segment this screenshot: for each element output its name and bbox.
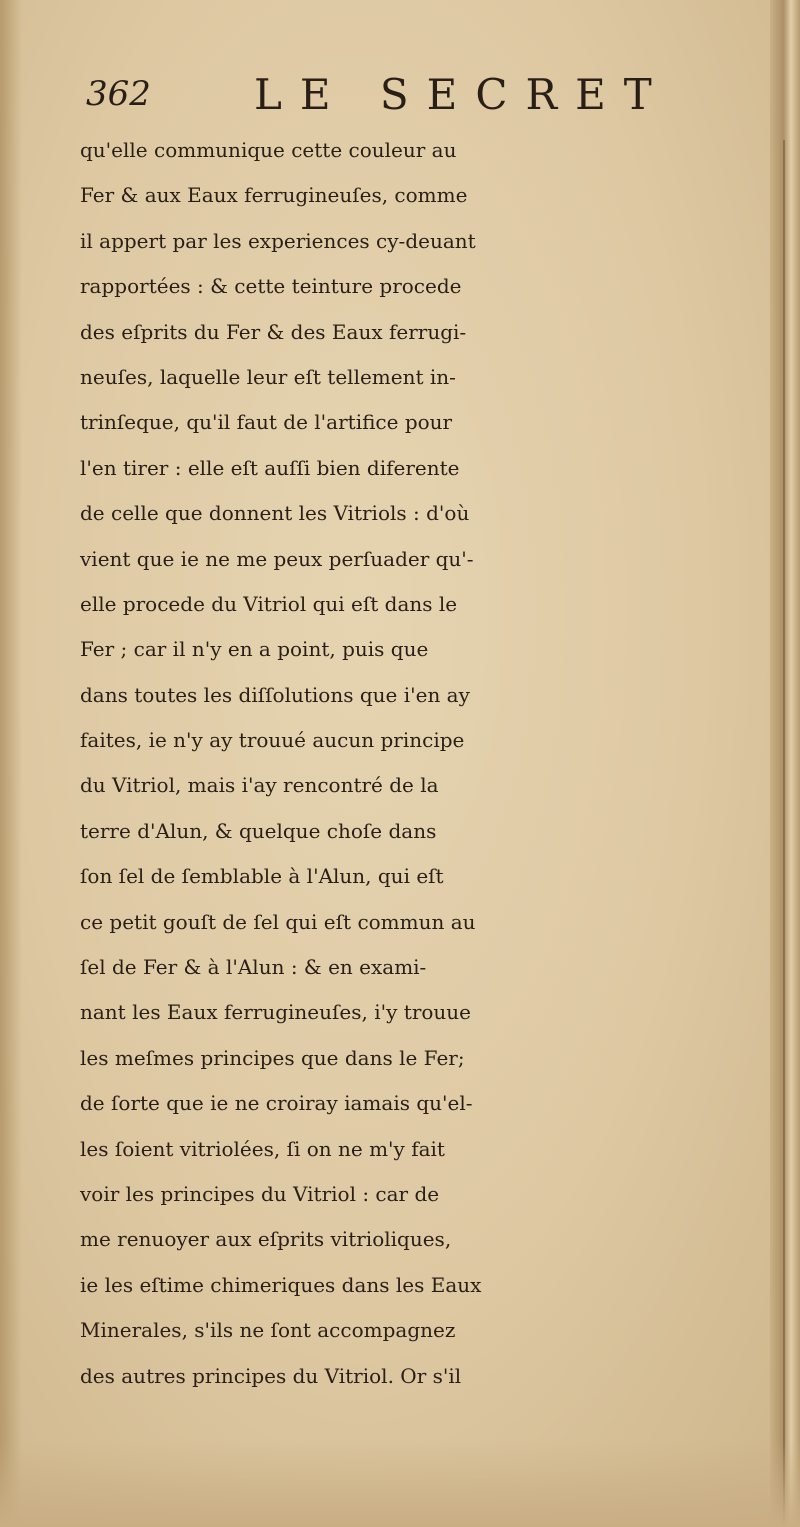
text-line: faites, ie n'y ay trouué aucun principe: [80, 728, 465, 753]
text-line: de celle que donnent les Vitriols : d'où: [80, 501, 470, 526]
text-line: ſel de Fer & à l'Alun : & en exami-: [80, 955, 427, 980]
text-line: des eſprits du Fer & des Eaux ferrugi-: [80, 319, 467, 344]
page-header: [86, 70, 670, 120]
text-line: terre d'Alun, & quelque choſe dans: [80, 818, 437, 843]
running-head: LE SECRET: [254, 70, 670, 119]
text-line: voir les principes du Vitriol : car de: [80, 1181, 440, 1206]
text-line: l'en tirer : elle eſt auſſi bien diferente: [80, 455, 460, 480]
text-line: ie les eſtime chimeriques dans les Eaux: [80, 1272, 482, 1297]
text-line: il appert par les experiences cy-deuant: [80, 228, 476, 253]
text-line: qu'elle communique cette couleur au: [80, 138, 457, 162]
text-line: neuſes, laquelle leur eſt tellement in-: [80, 364, 456, 389]
text-line: dans toutes les diſſolutions que i'en ay: [80, 682, 470, 707]
page-bottom-shade: [0, 1440, 800, 1527]
text-line: rapportées : & cette teinture procede: [80, 274, 462, 299]
body-text: [80, 128, 770, 1399]
gutter-fold-line: [783, 140, 785, 1527]
text-line: ce petit gouſt de ſel qui eſt commun au: [80, 909, 476, 934]
text-line: les meſmes principes que dans le Fer;: [80, 1045, 465, 1070]
book-gutter: [770, 0, 800, 1527]
text-line: les ſoient vitriolées, ſi on ne m'y fait: [80, 1136, 445, 1161]
page-edge-shadow: [0, 0, 22, 1527]
text-line: Fer & aux Eaux ferrugineuſes, comme: [80, 183, 468, 208]
text-line: de ſorte que ie ne croiray iamais qu'el-: [80, 1091, 473, 1116]
page-number: 362: [86, 74, 151, 114]
text-line: me renuoyer aux eſprits vitrioliques,: [80, 1227, 452, 1252]
text-line: Fer ; car il n'y en a point, puis que: [80, 637, 429, 662]
text-line: Minerales, s'ils ne ſont accompagnez: [80, 1318, 456, 1343]
text-line: trinſeque, qu'il faut de l'artifice pour: [80, 410, 453, 435]
text-line: du Vitriol, mais i'ay rencontré de la: [80, 773, 439, 798]
text-line: des autres principes du Vitriol. Or s'il: [80, 1363, 462, 1388]
text-line: vient que ie ne me peux perſuader qu'-: [80, 546, 474, 571]
text-line: nant les Eaux ferrugineuſes, i'y trouue: [80, 1000, 472, 1025]
text-line: ſon ſel de ſemblable à l'Alun, qui eſt: [80, 864, 444, 889]
text-line: elle procede du Vitriol qui eſt dans le: [80, 591, 458, 616]
